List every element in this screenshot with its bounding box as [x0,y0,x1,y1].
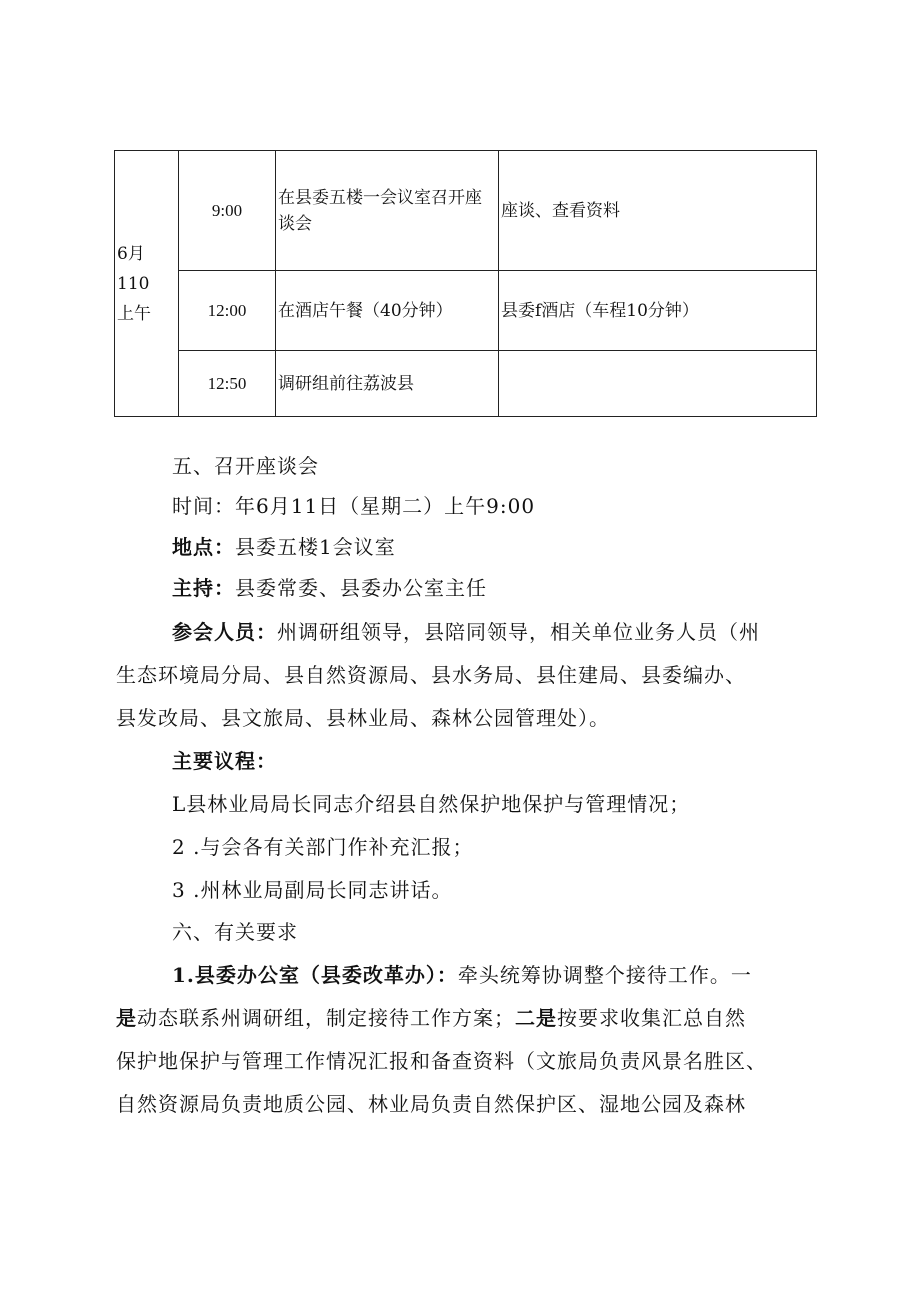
attendees-line: 生态环境局分局、县自然资源局、县水务局、县住建局、县委编办、 [116,663,746,687]
requirement-line [116,1002,746,1031]
section5-heading: 五、召开座谈会 [172,454,319,478]
time-cell: 12:00 [179,271,276,351]
agenda-item: 2 .与会各有关部门作补充汇报； [172,835,474,859]
table-row [115,151,817,271]
schedule-table [114,150,817,417]
requirement-text: 按要求收集汇总自然 [557,1006,746,1030]
place-value: 县委五楼1会议室 [235,535,396,559]
agenda-item: L县林业局局长同志介绍县自然保护地保护与管理情况； [172,792,691,816]
attendees-line: 县发改局、县文旅局、县林业局、森林公园管理处）。 [116,706,610,730]
activity-cell: 在酒店午餐（40分钟） [276,271,499,351]
agenda-label: 主要议程： [172,749,277,773]
date-day: 110 [117,273,150,294]
host-label: 主持： [172,576,235,600]
meeting-place [172,531,396,560]
place-label: 地点： [172,535,235,559]
requirement-line [172,959,752,988]
host-value: 县委常委、县委办公室主任 [235,576,487,600]
time-cell: 9:00 [179,151,276,271]
requirement-line: 自然资源局负责地质公园、林业局负责自然保护区、湿地公园及森林 [116,1092,746,1116]
attendees-line [172,616,760,645]
note-cell: 座谈、查看资料 [499,151,817,271]
meeting-time: 时间：年6月11日（星期二）上午9:00 [172,494,536,518]
attendees-label: 参会人员： [172,620,277,644]
date-period: 上午 [117,303,151,324]
table-row [115,271,817,351]
section6-heading: 六、有关要求 [172,920,298,944]
time-cell: 12:50 [179,351,276,417]
activity-cell: 调研组前往荔波县 [276,351,499,417]
meeting-host [172,572,487,601]
note-cell: 县委f酒店（车程10分钟） [499,271,817,351]
attendees-text: 州调研组领导，县陪同领导，相关单位业务人员（州 [277,620,760,644]
agenda-item: 3 .州林业局副局长同志讲话。 [172,878,453,902]
activity-cell: 在县委五楼一会议室召开座谈会 [276,151,499,271]
requirement-text: 动态联系州调研组，制定接待工作方案； [137,1006,515,1030]
requirement-label: 1.县委办公室（县委改革办）： [172,963,458,987]
note-cell [499,351,817,417]
date-cell [115,151,179,417]
requirement-line: 保护地保护与管理工作情况汇报和备查资料（文旅局负责风景名胜区、 [116,1049,767,1073]
emphasis-text: 二是 [515,1006,557,1030]
requirement-text: 牵头统筹协调整个接待工作。一 [457,963,752,987]
date-month: 6月 [117,243,145,264]
table-row [115,351,817,417]
emphasis-text: 是 [116,1006,137,1030]
